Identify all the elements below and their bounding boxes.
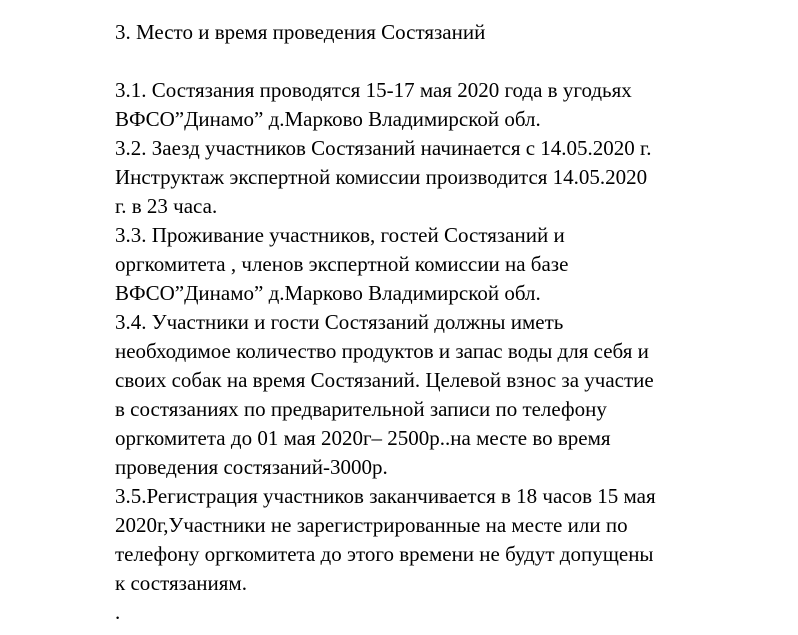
text-line: проведения состязаний-3000р.: [115, 455, 388, 479]
paragraph-3-3: [115, 221, 785, 308]
document-body: [115, 18, 785, 627]
text-line: к состязаниям.: [115, 571, 247, 595]
text-line: необходимое количество продуктов и запас воды для себя и: [115, 339, 649, 363]
trailing-dot: .: [115, 600, 121, 624]
text-line: в состязаниях по предварительной записи по телефону: [115, 397, 607, 421]
text-line: Инструктаж экспертной комиссии производится 14.05.2020: [115, 165, 648, 189]
text-line: 3.5.Регистрация участников заканчивается в 18 часов 15 мая: [115, 484, 656, 508]
blank-line: [115, 47, 785, 76]
section-heading: 3. Место и время проведения Состязаний: [115, 20, 486, 44]
paragraph-3-1: [115, 76, 785, 134]
text-line: 2020г,Участники не зарегистрированные на месте или по: [115, 513, 628, 537]
text-line: 3.1. Состязания проводятся 15-17 мая 2020 года в угодьях: [115, 78, 632, 102]
text-line: 3.2. Заезд участников Состязаний начинается с 14.05.2020 г.: [115, 136, 652, 160]
text-line: г. в 23 часа.: [115, 194, 218, 218]
text-line: ВФСО”Динамо” д.Марково Владимирской обл.: [115, 107, 541, 131]
text-line: 3.4. Участники и гости Состязаний должны иметь: [115, 310, 564, 334]
text-line: телефону оргкомитета до этого времени не будут допущены: [115, 542, 654, 566]
paragraph-3-5: [115, 482, 785, 598]
text-line: оргкомитета , членов экспертной комиссии на базе: [115, 252, 569, 276]
text-line: ВФСО”Динамо” д.Марково Владимирской обл.: [115, 281, 541, 305]
paragraph-3-4: [115, 308, 785, 482]
text-line: своих собак на время Состязаний. Целевой взнос за участие: [115, 368, 654, 392]
paragraph-3-2: [115, 134, 785, 221]
text-line: оргкомитета до 01 мая 2020г– 2500р..на месте во время: [115, 426, 611, 450]
text-line: 3.3. Проживание участников, гостей Состязаний и: [115, 223, 565, 247]
